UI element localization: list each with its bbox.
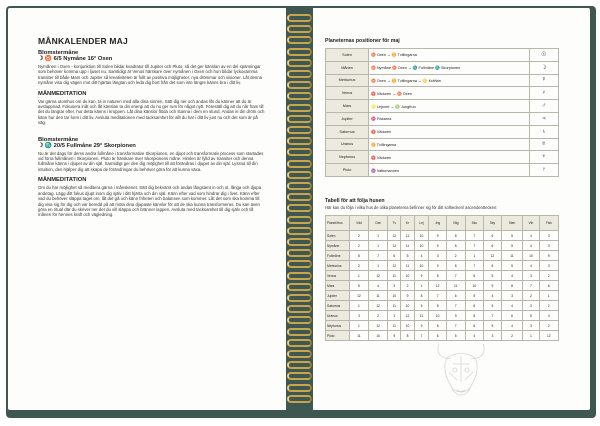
houses-row [326, 321, 559, 331]
house-cell: 9 [429, 261, 446, 271]
planet-transit: ♉ Oxen → ♊ Tvillingarna [369, 49, 530, 62]
house-cell: 12 [368, 271, 387, 281]
house-cell: 5 [484, 321, 502, 331]
moon-text: Nymånen i Oxen - konjunktion till Solen bildar kvadratur till Jupiter och Pluto, så det ger känslan av en del spänningar som behöver komma upp i ljuset nu. Samtidigt är Venus härskare över nymånen i Oxen och hon bildar lyckosamma transiter till både Mars och Jupiter så kreativiteten är fullt av positiva möjligheter, nya drömmar och visioner. Låt denna nymåne visa dig vägen mot ditt hjärtas längtan och leda dig bort från det som inte längre känns bra i ditt liv. [38, 64, 263, 86]
moon-text: Nu är det dags för dems andra fullmåne i transformative Skorpionen, en djupt och transformativ process som startades vid förra fullmånen i Skorpionen. Pluto är härskare över Skorpionens måne. Himlen är fylld av transiter och denna fullmåne känns i djupet av din själ. Samtidigt ger den dig möjlighet till att förändras i djupet av din själ. Lyssna till din intuition, den hjälper dig att skapa de förändringar du behöver göra för att kunna växa. [38, 150, 264, 172]
planet-transit: ♓ Fiskarna [369, 112, 530, 125]
planet-symbol: ♃ [529, 112, 558, 125]
house-cell: 12 [388, 261, 401, 271]
house-cell: 11 [388, 301, 401, 311]
moon-date: ☽ ♉ 6/5 Nymåne 16° Oxen [38, 56, 113, 62]
house-cell: 2 [501, 331, 522, 341]
column-header: Tv [388, 216, 401, 231]
planet-name: Uranus [326, 138, 369, 151]
row-planet: Neptunus [326, 321, 350, 331]
spiral-coil [287, 305, 312, 313]
planet-symbol: ☽ [529, 61, 558, 74]
planet-name: Neptunus [326, 151, 369, 164]
house-cell: 6 [465, 321, 483, 331]
house-cell: 12 [401, 311, 414, 321]
right-page [313, 8, 590, 410]
house-cell: 10 [414, 241, 429, 251]
column-header: Sko [465, 216, 483, 231]
houses-header-row [326, 216, 559, 231]
column-header: Fisk [539, 216, 558, 231]
house-cell: 6 [388, 251, 401, 261]
column-header: Oxe [368, 216, 387, 231]
house-cell: 1 [368, 241, 387, 251]
planet-symbol: ♄ [529, 125, 558, 138]
houses-subtitle: Här kan du följa i vilka hus de olika planeterna befinner sig för ditt solhecken/ ascendenttecken: [325, 205, 498, 210]
column-header: Planet/Hus [326, 216, 350, 231]
house-cell: 7 [446, 321, 465, 331]
house-cell: 2 [523, 291, 539, 301]
house-cell: 9 [539, 251, 558, 261]
house-cell: 6 [465, 271, 483, 281]
houses-row [326, 291, 559, 301]
column-header: Lej [414, 216, 429, 231]
planet-name: Pluto [326, 164, 369, 177]
houses-row [326, 261, 559, 271]
house-cell: 8 [446, 241, 465, 251]
house-cell: 8 [429, 301, 446, 311]
planet-name: Saturnus [326, 125, 369, 138]
planet-row [326, 87, 559, 100]
houses-row [326, 241, 559, 251]
spiral-coil [287, 350, 312, 358]
house-cell: 8 [414, 291, 429, 301]
house-cell: 5 [523, 311, 539, 321]
house-cell: 4 [501, 321, 522, 331]
meditation-title: MÅNMEDITATION [38, 90, 87, 97]
house-cell: 12 [368, 321, 387, 331]
house-cell: 2 [350, 231, 369, 241]
spiral-coil [287, 227, 312, 235]
house-cell: 6 [501, 311, 522, 321]
planet-row [326, 49, 559, 62]
moon-calendar [38, 36, 266, 223]
house-cell: 9 [388, 331, 401, 341]
planet-symbol: ♇ [529, 164, 558, 177]
left-page [8, 8, 286, 410]
spiral-coil [287, 283, 312, 291]
house-cell: 3 [539, 241, 558, 251]
house-cell: 5 [350, 281, 369, 291]
house-cell: 12 [388, 241, 401, 251]
spiral-coil [287, 36, 312, 44]
house-cell: 12 [388, 231, 401, 241]
spiral-coil [287, 328, 312, 336]
house-cell: 2 [350, 261, 369, 271]
planet-name: Merkurius [326, 74, 369, 87]
house-cell: 3 [523, 271, 539, 281]
row-planet: Mars [326, 281, 350, 291]
spiral-coil [287, 160, 312, 168]
planet-symbol: ☉ [529, 49, 558, 62]
house-cell: 3 [388, 281, 401, 291]
house-cell: 3 [484, 331, 502, 341]
planet-row [326, 74, 559, 87]
house-cell: 5 [501, 261, 522, 271]
house-cell: 6 [484, 231, 502, 241]
row-planet: Merkurius [326, 261, 350, 271]
house-cell: 3 [539, 231, 558, 241]
column-header: Väd [350, 216, 369, 231]
spiral-coil [287, 48, 312, 56]
moon-kind: Blomstermåne [38, 136, 79, 143]
row-planet: Nymåne [326, 241, 350, 251]
planet-row [326, 112, 559, 125]
row-planet: Fullmåne [326, 251, 350, 261]
page-title: MÅNKALENDER MAJ [38, 36, 128, 46]
house-cell: 5 [484, 301, 502, 311]
house-cell: 6 [429, 331, 446, 341]
planet-name: Solen [326, 49, 369, 62]
column-header: Jng [429, 216, 446, 231]
house-cell: 7 [523, 281, 539, 291]
planet-row [326, 125, 559, 138]
house-cell: 2 [368, 311, 387, 321]
bull-illustration-icon [433, 336, 489, 404]
spiral-coil [287, 372, 312, 380]
spiral-coil [287, 137, 312, 145]
spiral-coil [287, 25, 312, 33]
spiral-coil [287, 204, 312, 212]
house-cell: 11 [388, 271, 401, 281]
house-cell: 8 [429, 271, 446, 281]
house-cell: 7 [446, 271, 465, 281]
column-header: Våg [446, 216, 465, 231]
house-cell: 4 [501, 271, 522, 281]
spiral-coil [287, 260, 312, 268]
spiral-coil [287, 216, 312, 224]
house-cell: 4 [523, 231, 539, 241]
spiral-coil [287, 148, 312, 156]
house-cell: 10 [429, 311, 446, 321]
houses-row [326, 311, 559, 321]
house-cell: 7 [465, 241, 483, 251]
house-cell: 8 [501, 281, 522, 291]
house-cell: 11 [401, 231, 414, 241]
house-cell: 9 [414, 301, 429, 311]
house-cell: 2 [539, 301, 558, 311]
column-header: Sten [501, 216, 522, 231]
spiral-coil [287, 316, 312, 324]
planet-name: Mars [326, 100, 369, 113]
house-cell: 11 [368, 291, 387, 301]
house-cell: 6 [484, 261, 502, 271]
houses-row [326, 231, 559, 241]
house-cell: 10 [388, 291, 401, 301]
spiral-coil [287, 395, 312, 403]
house-cell: 12 [484, 251, 502, 261]
house-cell: 1 [350, 321, 369, 331]
house-cell: 2 [539, 321, 558, 331]
houses-title: Tabell för att följa husen [325, 198, 385, 204]
house-cell: 2 [446, 251, 465, 261]
house-cell: 3 [523, 301, 539, 311]
house-cell: 7 [446, 301, 465, 311]
planet-positions-table [325, 48, 559, 177]
house-cell: 5 [501, 231, 522, 241]
house-cell: 1 [465, 251, 483, 261]
house-cell: 4 [465, 331, 483, 341]
house-cell: 3 [350, 311, 369, 321]
house-cell: 12 [350, 291, 369, 301]
spiral-coil [287, 339, 312, 347]
house-cell: 1 [368, 261, 387, 271]
house-cell: 7 [465, 231, 483, 241]
row-planet: Uranus [326, 311, 350, 321]
house-cell: 3 [429, 251, 446, 261]
house-cell: 5 [484, 271, 502, 281]
house-cell: 3 [501, 291, 522, 301]
house-cell: 9 [401, 291, 414, 301]
planet-symbol: ♆ [529, 151, 558, 164]
house-cell: 12 [429, 281, 446, 291]
houses-table [325, 215, 559, 341]
house-cell: 2 [401, 281, 414, 291]
spiral-coil [287, 126, 312, 134]
house-cell: 4 [501, 301, 522, 311]
house-cell: 1 [539, 291, 558, 301]
spiral-coil [287, 384, 312, 392]
house-cell: 8 [350, 251, 369, 261]
planet-transit: ♌ Lejonet → ♍ Jungfrun [369, 100, 530, 113]
spiral-coil [287, 14, 312, 22]
house-cell: 9 [446, 311, 465, 321]
house-cell: 10 [368, 331, 387, 341]
meditation-title: MÅNMEDITATION [38, 177, 87, 184]
house-cell: 9 [429, 241, 446, 251]
column-header: Vtn [523, 216, 539, 231]
house-cell: 11 [446, 281, 465, 291]
house-cell: 4 [484, 291, 502, 301]
spiral-coil [287, 59, 312, 67]
planets-title: Planeternas positioner för maj [325, 38, 400, 44]
house-cell: 7 [429, 291, 446, 301]
planet-symbol: ♂ [529, 100, 558, 113]
house-cell: 12 [368, 301, 387, 311]
house-cell: 2 [350, 241, 369, 251]
house-cell: 9 [429, 231, 446, 241]
spiral-coil [287, 272, 312, 280]
houses-row [326, 301, 559, 311]
house-cell: 6 [484, 241, 502, 251]
house-cell: 7 [484, 311, 502, 321]
spiral-coil [287, 171, 312, 179]
house-cell: 10 [465, 281, 483, 291]
house-cell: 8 [429, 321, 446, 331]
planet-row [326, 138, 559, 151]
house-cell: 3 [523, 321, 539, 331]
house-cell: 1 [388, 311, 401, 321]
planet-transit: ♈ Väduren → ♉ Oxen [369, 87, 530, 100]
house-cell: 10 [414, 261, 429, 271]
houses-row [326, 271, 559, 281]
house-cell: 9 [484, 281, 502, 291]
house-cell: 10 [414, 231, 429, 241]
house-cell: 1 [350, 271, 369, 281]
house-cell: 3 [539, 261, 558, 271]
row-planet: Venus [326, 271, 350, 281]
planet-transit: ♊ Tvillingarna [369, 138, 530, 151]
house-cell: 2 [539, 271, 558, 281]
planet-row [326, 100, 559, 113]
house-cell: 5 [465, 291, 483, 301]
planet-row [326, 61, 559, 74]
spiral-coil [287, 81, 312, 89]
meditation-text: Var gärna utomhus om du kan, ta in naturen med alla dina sinnen. Sätt dig ner och andas lifs du känner att du är avslappnad. Fokusera inåt och låt känslan ta din energi att du nu ger rum för något nytt. Föreställ dig att du når fram till det du längtar efter, hur detta känns i kroppen. Låt dina känslor flöda och stanna i dem en stund. Andas in din dröm och känn hur den tar form i ditt liv. Avsluta meditationen med tacksamhet för allt du har i ditt liv just nu och det som är på väg. [38, 98, 265, 126]
house-cell: 8 [446, 261, 465, 271]
spiral-coil [287, 193, 312, 201]
house-cell: 4 [523, 241, 539, 251]
house-cell: 4 [523, 261, 539, 271]
row-planet: Jupiter [326, 291, 350, 301]
planet-row [326, 164, 559, 177]
moon-kind: Blomstermåne [38, 50, 79, 56]
spiral-coil [287, 361, 312, 369]
section-new-moon [38, 50, 266, 126]
planet-transit: ♉ Oxen → ♊ Tvillingarna → ♋ Kräftan [369, 74, 530, 87]
spiral-coil [287, 70, 312, 78]
planet-transit: ♒ Vattumannen [369, 164, 530, 177]
house-cell: 8 [446, 231, 465, 241]
house-cell: 11 [401, 241, 414, 251]
section-full-moon [38, 137, 266, 218]
house-cell: 6 [446, 291, 465, 301]
houses-row [326, 251, 559, 261]
planet-symbol: ♀ [529, 87, 558, 100]
planet-transit: ♉ Nymåne ♉ Oxen → ♏ Fullmåne ♏ Skorpionen [369, 61, 530, 74]
planet-symbol: ♅ [529, 138, 558, 151]
house-cell: 1 [414, 281, 429, 291]
house-cell: 10 [401, 301, 414, 311]
planet-name: Månen [326, 61, 369, 74]
column-header: Sky [484, 216, 502, 231]
house-cell: 10 [523, 251, 539, 261]
house-cell: 1 [368, 231, 387, 241]
house-cell: 10 [401, 271, 414, 281]
house-cell: 5 [501, 241, 522, 251]
house-cell: 4 [368, 281, 387, 291]
planet-transit: ♈ Väduren [369, 151, 530, 164]
planet-symbol: ☿ [529, 74, 558, 87]
house-cell: 6 [539, 281, 558, 291]
planet-transit: ♈ Väduren [369, 125, 530, 138]
house-cell: 5 [446, 331, 465, 341]
house-cell: 4 [414, 251, 429, 261]
spiral-coil [287, 249, 312, 257]
houses-row [326, 281, 559, 291]
row-planet: Saturnus [326, 301, 350, 311]
planets-content [325, 38, 559, 338]
planet-name: Jupiter [326, 112, 369, 125]
house-cell: 11 [414, 311, 429, 321]
spiral-coil [287, 92, 312, 100]
moon-date: ☽ ♏ 20/5 Fullmåne 29° Skorpionen [38, 142, 136, 149]
house-cell: 12 [539, 331, 558, 341]
planet-row [326, 151, 559, 164]
spiral-coil [287, 238, 312, 246]
house-cell: 11 [350, 331, 369, 341]
meditation-text: Om du har möjlighet så meditera gärna i månskenet. Sätt dig bekvämt och andas långsamt in och ut, långa och djupa andetag. Lägg ditt fokus djupt inom dig själv i ditt hjärta och din själ. Känn efter vad som hindrar dig i livet. Känn efter vad du behöver släppa taget om, låt det gå och känn friheten och balansen som kommer. Låt det som ska komma till dig visa sig för dig och var beredd på att möta dina djupaste känslor för att de ska kunna transformeras. Du kan även göra en ritual där du skriver ner det du vill släppa och bränner lappen. Avsluta med tacksamhet till dig själv och till månen för hennes kraft och vägledning. [38, 185, 262, 218]
house-cell: 7 [414, 331, 429, 341]
house-cell: 7 [465, 261, 483, 271]
house-cell: 8 [401, 331, 414, 341]
house-cell: 11 [401, 261, 414, 271]
row-planet: Solen [326, 231, 350, 241]
spiral-coil [287, 294, 312, 302]
column-header: Kr [401, 216, 414, 231]
spiral-coil [287, 104, 312, 112]
house-cell: 8 [465, 311, 483, 321]
spiral-coil [287, 115, 312, 123]
house-cell: 10 [401, 321, 414, 331]
spiral-coil [287, 182, 312, 190]
row-planet: Pluto [326, 331, 350, 341]
house-cell: 1 [523, 331, 539, 341]
house-cell: 6 [465, 301, 483, 311]
house-cell: 5 [401, 251, 414, 261]
house-cell: 11 [388, 321, 401, 331]
house-cell: 1 [350, 301, 369, 311]
planet-name: Venus [326, 87, 369, 100]
houses-section [325, 198, 559, 341]
house-cell: 9 [414, 321, 429, 331]
house-cell: 4 [539, 311, 558, 321]
house-cell: 7 [368, 251, 387, 261]
house-cell: 9 [414, 271, 429, 281]
house-cell: 11 [501, 251, 522, 261]
